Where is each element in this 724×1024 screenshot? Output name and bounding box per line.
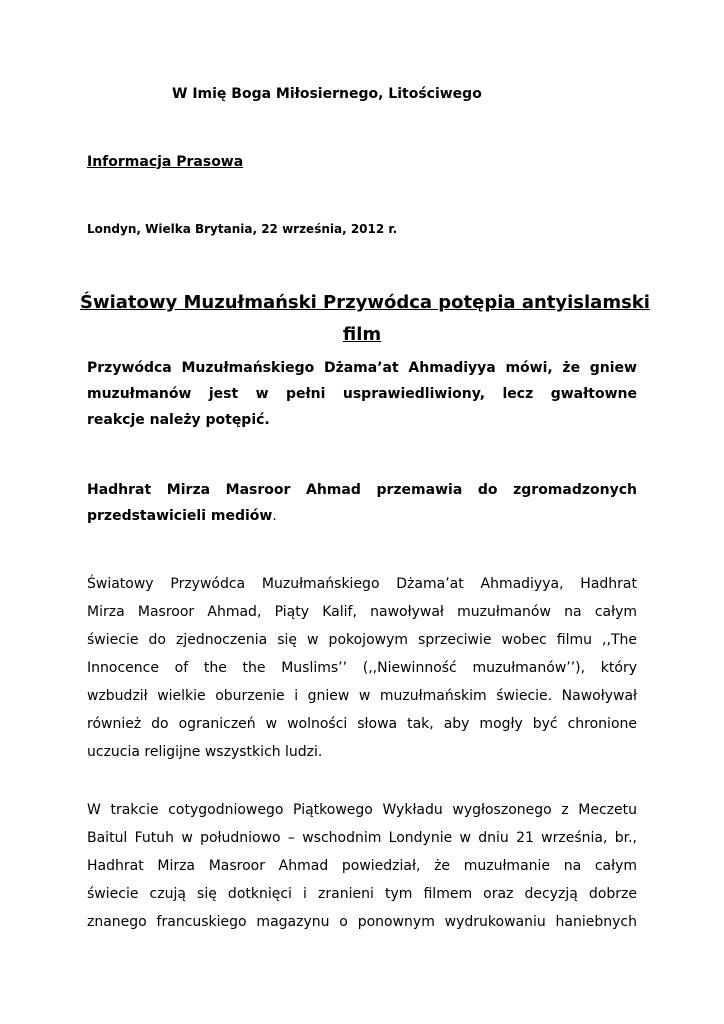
body-paragraph-1 [87, 570, 637, 766]
paragraph-line: Światowy Przywódca Muzułmańskiego Dżama’at Ahmadiyya, Hadhrat [87, 576, 637, 592]
dateline: Londyn, Wielka Brytania, 22 września, 2012 r. [87, 222, 398, 236]
caption-line: Hadhrat Mirza Masroor Ahmad przemawia do zgromadzonych [87, 482, 637, 498]
caption-period: . [272, 508, 277, 524]
photo-caption [87, 477, 637, 529]
paragraph-line: Innocence of the the Muslims’’ (,,Niewinność muzułmanów’’), który [87, 660, 637, 676]
paragraph-line: uczucia religijne wszystkich ludzi. [87, 744, 323, 760]
paragraph-line: świecie czują się dotknięci i zranieni tym filmem oraz decyzją dobrze [87, 886, 637, 902]
paragraph-line: Mirza Masroor Ahmad, Piąty Kalif, nawoływał muzułmanów na całym [87, 604, 637, 620]
press-release-label: Informacja Prasowa [87, 154, 244, 170]
lead-line: reakcje należy potępić. [87, 412, 270, 428]
paragraph-line: Hadhrat Mirza Masroor Ahmad powiedział, że muzułmanie na całym [87, 858, 637, 874]
caption-line-last [87, 503, 637, 529]
headline [80, 287, 650, 351]
caption-text: przedstawicieli mediów [87, 508, 273, 524]
headline-line: film [342, 324, 382, 345]
headline-line: Światowy Muzułmański Przywódca potępia antyislamski [80, 292, 650, 313]
lead-line: Przywódca Muzułmańskiego Dżama’at Ahmadiyya mówi, że gniew [87, 360, 637, 376]
paragraph-line: W trakcie cotygodniowego Piątkowego Wykładu wygłoszonego z Meczetu [87, 802, 637, 818]
body-paragraph-2 [87, 796, 637, 936]
paragraph-line: świecie do zjednoczenia się w pokojowym sprzeciwie wobec filmu ,,The [87, 632, 637, 648]
paragraph-line: znanego francuskiego magazynu o ponownym wydrukowaniu haniebnych [87, 914, 637, 930]
lead-line: muzułmanów jest w pełni usprawiedliwiony, lecz gwałtowne [87, 386, 637, 402]
lead-paragraph [87, 355, 637, 433]
paragraph-line: Baitul Futuh w południowo – wschodnim Londynie w dniu 21 września, br., [87, 830, 637, 846]
paragraph-line: również do ograniczeń w wolności słowa tak, aby mogły być chronione [87, 716, 637, 732]
paragraph-line: wzbudził wielkie oburzenie i gniew w muzułmańskim świecie. Nawoływał [87, 688, 637, 704]
invocation-line: W Imię Boga Miłosiernego, Litościwego [172, 86, 482, 102]
